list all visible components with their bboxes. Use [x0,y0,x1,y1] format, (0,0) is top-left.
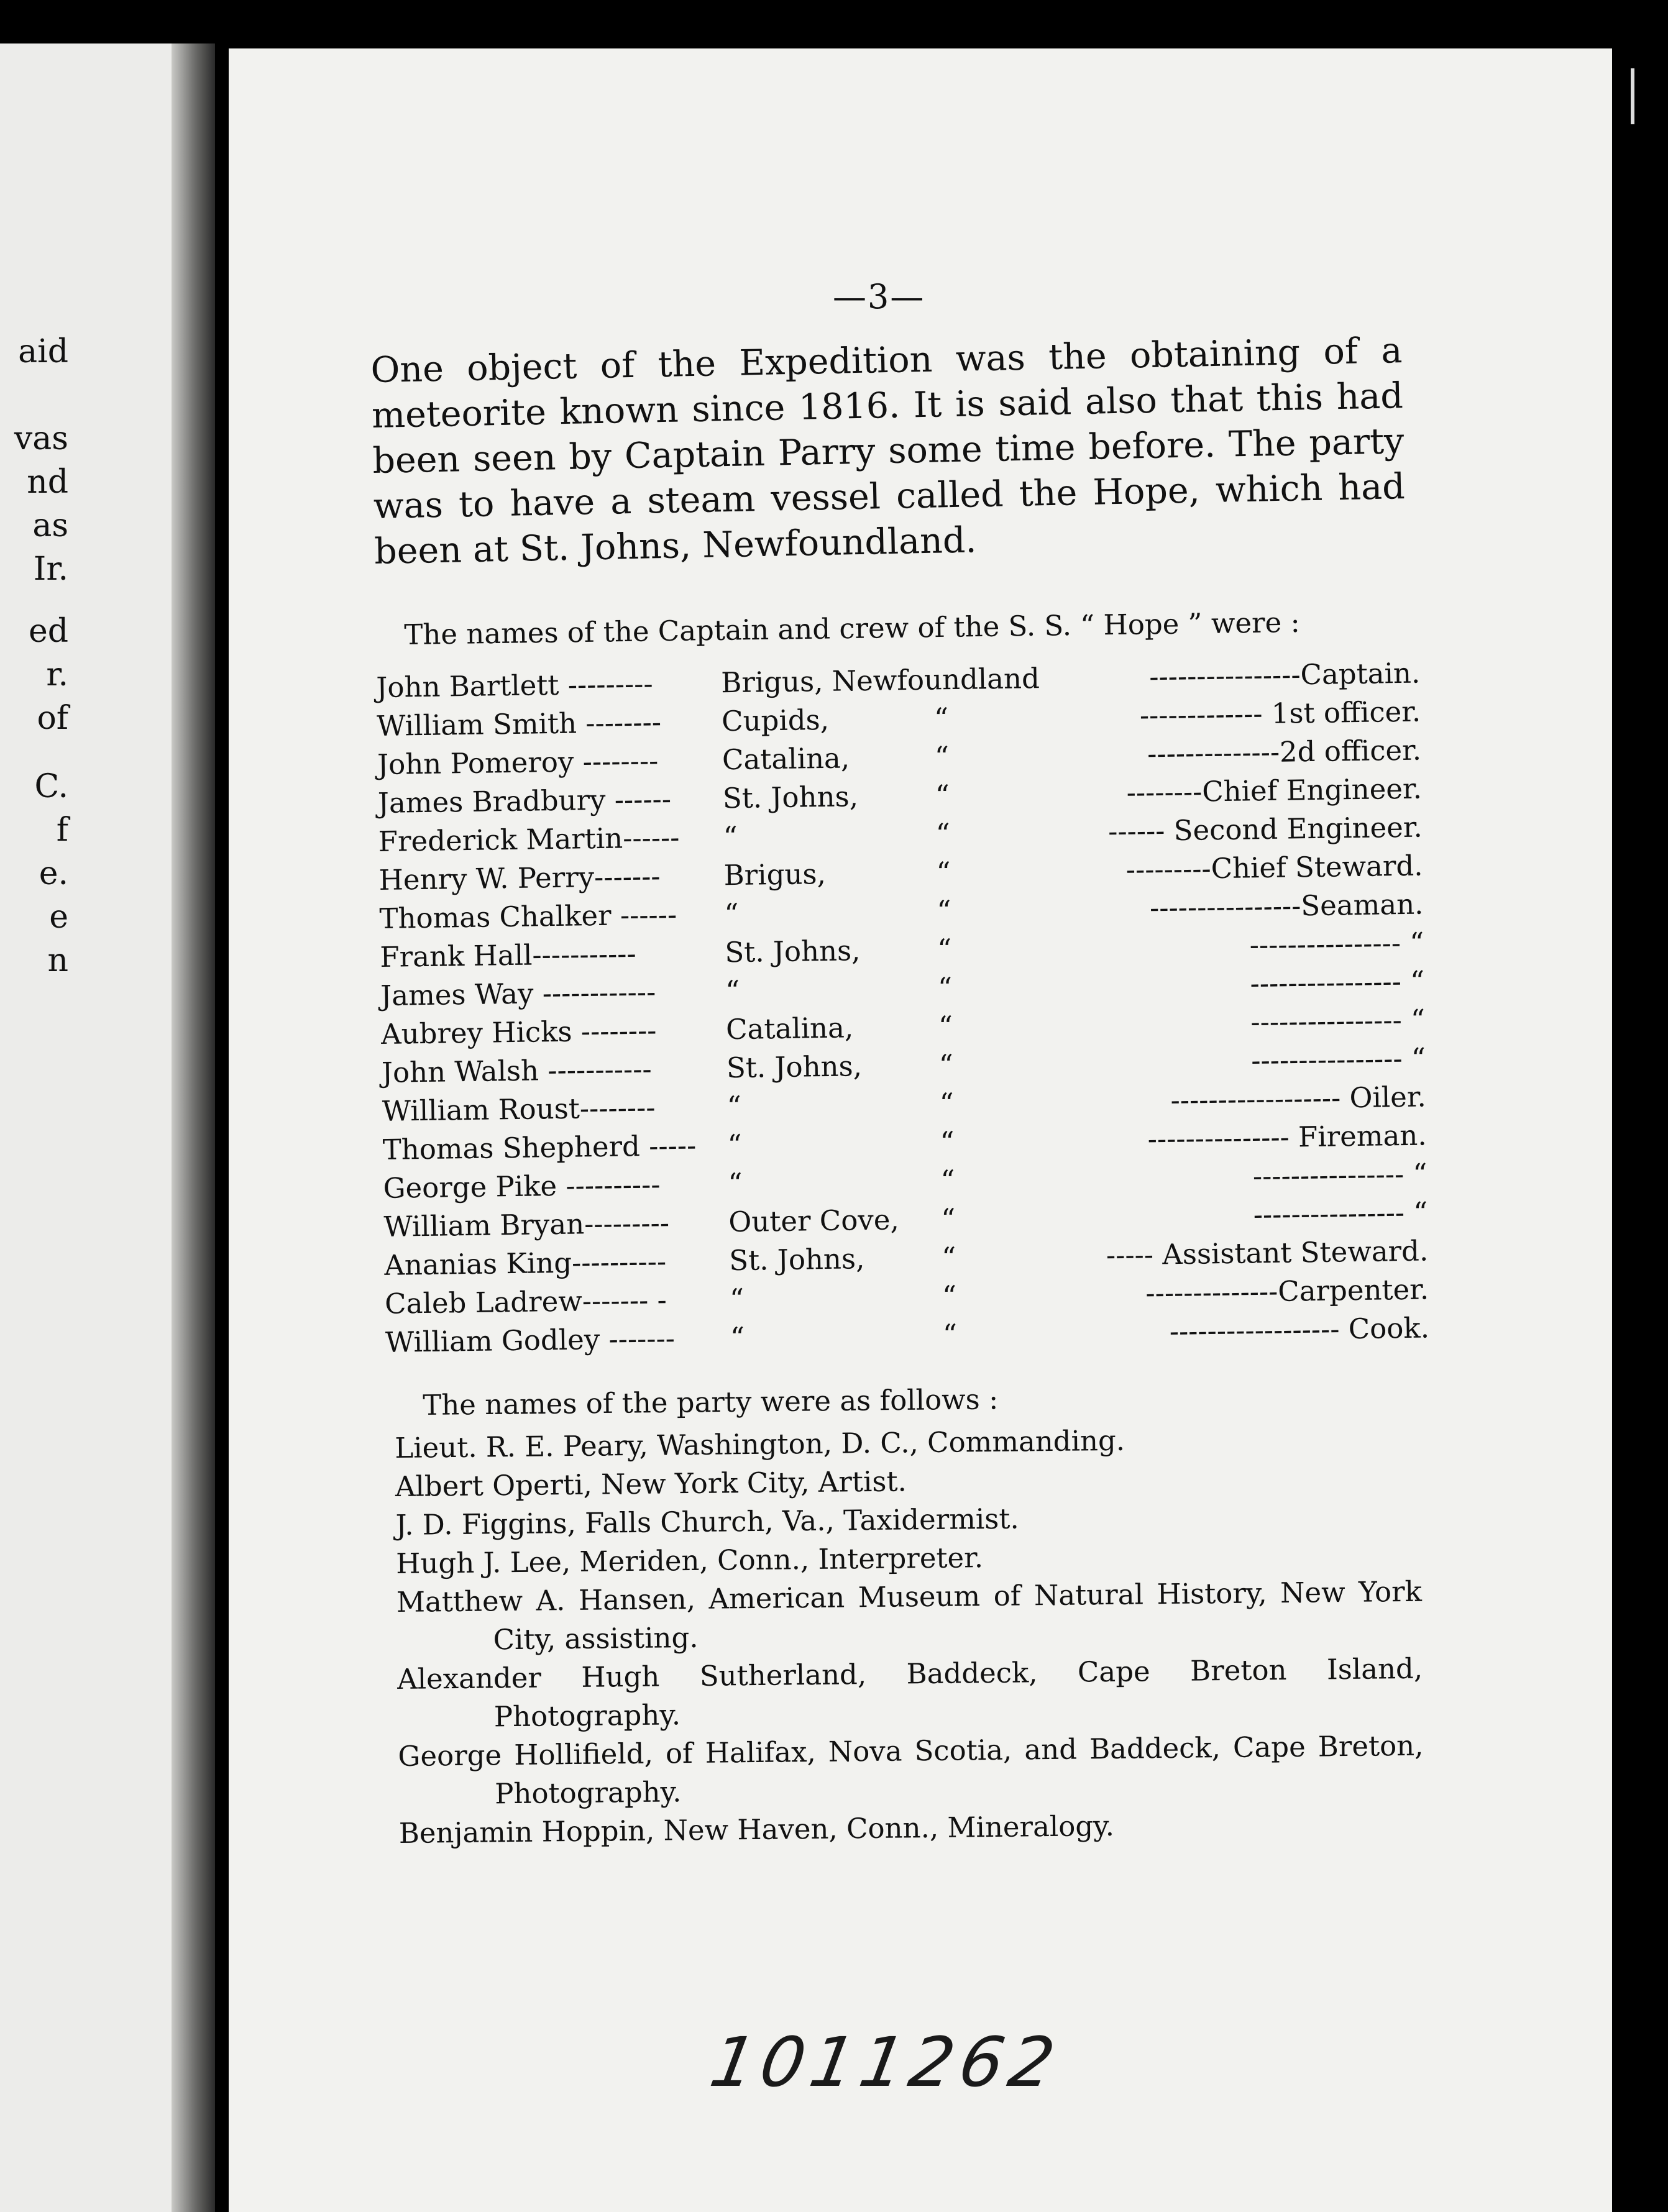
crew-hometown: Cupids, [721,703,830,738]
crew-rank: --------------- Fireman. [1147,1118,1427,1156]
crew-hometown: “ [728,1166,743,1200]
left-page-fragment: of [37,700,68,737]
crew-country-ditto: “ [941,1202,956,1236]
crew-table [376,657,1429,1364]
crew-country-ditto: “ [938,1010,953,1043]
crew-heading: The names of the Captain and crew of the S. S. “ Hope ” were : [404,605,1301,651]
crew-name: Henry W. Perry------- [378,859,661,897]
crew-hometown: “ [725,974,740,1008]
crew-name: Aubrey Hicks -------- [380,1013,657,1051]
party-member: Albert Operti, New York City, Artist. [395,1465,907,1503]
party-member: George Hollifield, of Halifax, Nova Scotia, and Baddeck, Cape Breton, Photography. [398,1729,1424,1811]
left-page-fragment: e [49,898,68,936]
crew-hometown: “ [723,820,738,854]
crew-rank: ----- Assistant Steward. [1106,1234,1429,1272]
crew-hometown: Brigus, [723,857,827,892]
crew-name: William Bryan--------- [383,1206,670,1243]
crew-rank: ---------------- “ [1249,926,1424,962]
crew-name: James Way ------------ [380,975,656,1012]
crew-name: William Godley ------- [385,1322,676,1359]
crew-name: Ananias King---------- [383,1245,667,1282]
edge-mark [1631,68,1634,124]
crew-country-ditto: “ [941,1241,956,1274]
party-member: Alexander Hugh Sutherland, Baddeck, Cape Breton Island, Photography. [396,1652,1423,1734]
crew-rank: --------------2d officer. [1147,733,1422,770]
crew-hometown: St. Johns, [725,934,861,969]
crew-hometown: Outer Cove, [728,1203,900,1239]
crew-name: William Smith -------- [376,705,662,743]
crew-rank: ------------- 1st officer. [1139,695,1421,732]
crew-name: William Roust-------- [382,1090,656,1128]
crew-country-ditto: “ [934,740,950,774]
left-page-fragment: Ir. [33,551,68,588]
crew-name: James Bradbury ------ [377,782,672,820]
crew-name: John Pomeroy -------- [377,744,659,781]
crew-country-ditto: “ [935,817,951,851]
left-page-fragment: C. [34,768,68,805]
crew-rank: ---------------- “ [1250,964,1425,1000]
crew-hometown: “ [726,1089,742,1123]
crew-country-ditto: “ [933,702,949,735]
crew-country-ditto: “ [935,779,950,812]
crew-rank: ---------------- “ [1253,1195,1428,1232]
handwritten-accession-number: 1011262 [704,2022,1067,2102]
crew-rank: ---------------- “ [1250,1041,1426,1077]
crew-name: George Pike ---------- [383,1168,661,1205]
intro-paragraph: One object of the Expedition was the obtaining of a meteorite known since 1816. It is said also that this had been seen by Captain Parry some time before. The party was to have a steam vessel called the Hope, which had been at St. Johns, Newfoundland. [370,330,1406,572]
party-member: Matthew A. Hansen, American Museum of Natural History, New York City, assisting. [396,1574,1423,1657]
left-page-fragment: r. [46,656,68,693]
crew-hometown: Brigus, Newfoundland [720,662,1040,700]
crew-hometown: “ [730,1320,745,1355]
crew-hometown: “ [729,1282,745,1316]
crew-country-ditto: “ [937,933,952,966]
book-gutter [172,43,215,2212]
crew-rank: ---------Chief Steward. [1125,849,1423,887]
crew-name: John Walsh ----------- [381,1052,652,1089]
page-number: —3— [833,277,925,316]
party-member: Lieut. R. E. Peary, Washington, D. C., Commanding. [395,1424,1125,1465]
crew-rank: ------------------ Cook. [1169,1311,1430,1348]
crew-name: Frederick Martin------ [378,821,680,858]
left-page-fragment: as [32,507,68,544]
crew-country-ditto: “ [937,894,951,928]
crew-rank: ----------------Captain. [1148,656,1421,693]
crew-country-ditto: “ [939,1087,955,1120]
left-page-fragment: n [47,942,68,979]
left-page-fragment: aid [18,333,68,370]
left-page-fragment: e. [39,855,68,892]
party-member: Hugh J. Lee, Meriden, Conn., Interpreter. [395,1541,984,1580]
crew-country-ditto: “ [942,1279,957,1313]
crew-rank: ---------------- “ [1250,1003,1426,1039]
crew-rank: ------------------ Oiler. [1170,1080,1427,1117]
crew-rank: ----------------Seaman. [1149,887,1424,925]
crew-rank: ---------------- “ [1252,1157,1427,1193]
crew-country-ditto: “ [937,971,953,1005]
crew-hometown: Catalina, [722,741,850,777]
crew-name: John Bartlett --------- [376,667,653,704]
crew-rank: ------ Second Engineer. [1107,810,1423,848]
crew-country-ditto: “ [942,1318,958,1351]
crew-rank: --------Chief Engineer. [1126,772,1423,810]
crew-hometown: St. Johns, [722,780,859,815]
crew-hometown: St. Johns, [728,1242,865,1277]
crew-country-ditto: “ [938,1048,954,1082]
left-page-fragment: ed [28,613,68,650]
crew-hometown: “ [724,897,739,931]
right-page-edge [1612,0,1668,2212]
crew-hometown: Catalina, [725,1011,854,1046]
left-page-fragment: f [56,811,68,849]
party-list [395,1419,1424,1853]
crew-country-ditto: “ [940,1164,955,1197]
crew-name: Thomas Shepherd ----- [382,1128,697,1166]
left-page-fragment: vas [14,420,68,457]
party-member: J. D. Figgins, Falls Church, Va., Taxidermist. [395,1502,1019,1542]
crew-country-ditto: “ [936,856,951,889]
crew-name: Caleb Ladrew------- - [384,1283,667,1320]
crew-hometown: St. Johns, [726,1049,863,1085]
left-page-fragment: nd [27,464,68,501]
crew-country-ditto: “ [940,1125,955,1159]
crew-name: Thomas Chalker ------ [379,898,677,935]
crew-name: Frank Hall----------- [380,937,636,974]
crew-rank: --------------Carpenter. [1145,1273,1429,1310]
party-heading: The names of the party were as follows : [423,1382,999,1422]
crew-hometown: “ [727,1128,743,1162]
party-member: Benjamin Hoppin, New Haven, Conn., Mineralogy. [398,1809,1115,1850]
